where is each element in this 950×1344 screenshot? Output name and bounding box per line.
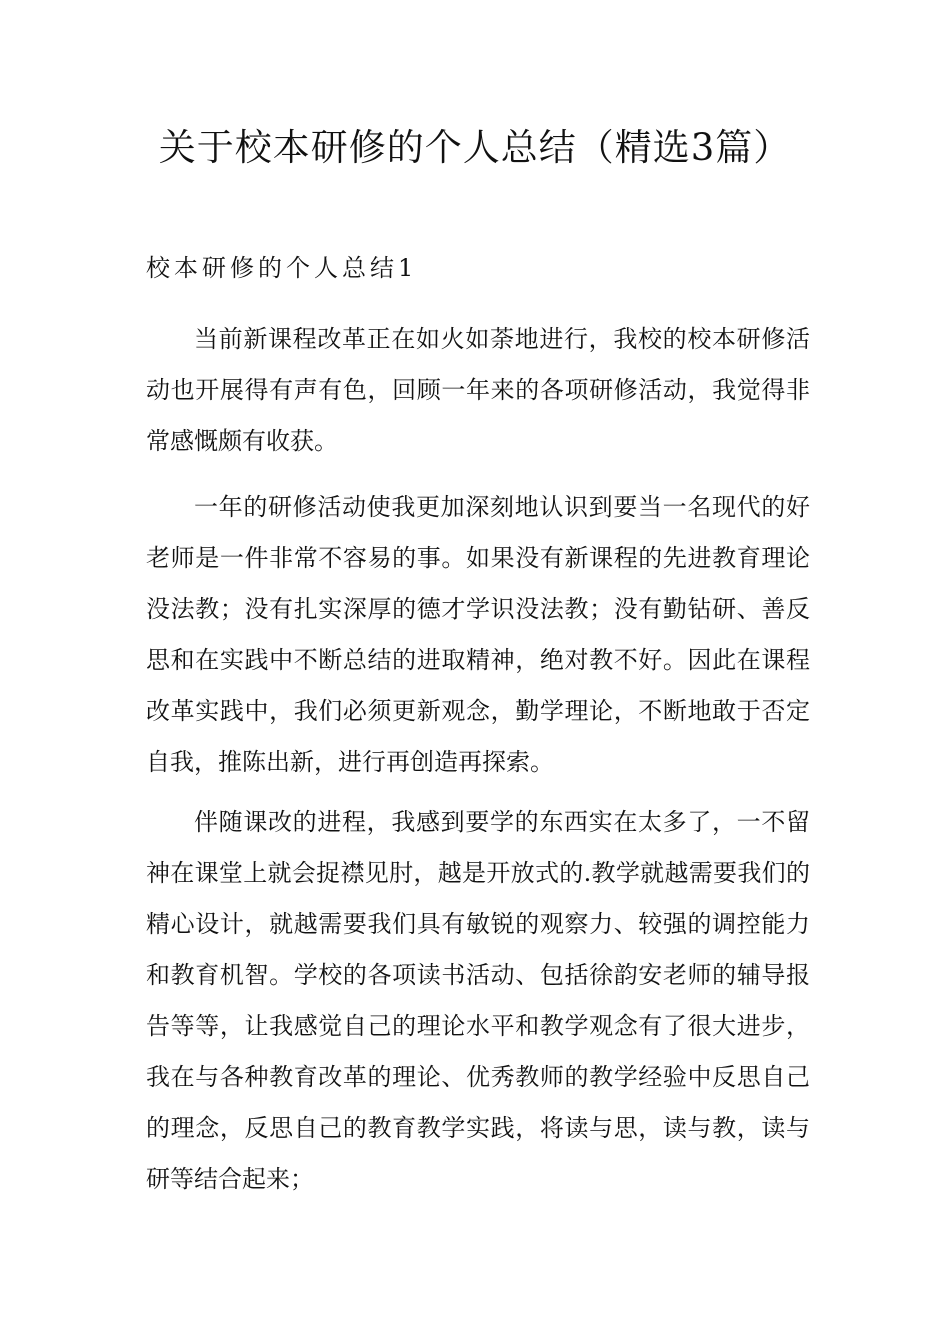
paragraph-3: 伴随课改的进程，我感到要学的东西实在太多了，一不留神在课堂上就会捉襟见肘，越是开放式的.教学就越需要我们的精心设计，就越需要我们具有敏锐的观察力、较强的调控能力和教育机智。学校的各项读书活动、包括徐韵安老师的辅导报告等等，让我感觉自己的理论水平和教学观念有了很大进步，我在与各种教育改革的理论、优秀教师的教学经验中反思自己的理念，反思自己的教育教学实践，将读与思，读与教，读与研等结合起来； <box>146 808 810 1193</box>
document-title: 关于校本研修的个人总结（精选3篇） <box>158 126 792 169</box>
paragraph-1: 当前新课程改革正在如火如荼地进行，我校的校本研修活动也开展得有声有色，回顾一年来的各项研修活动，我觉得非常感慨颇有收获。 <box>146 325 810 455</box>
paragraph-2: 一年的研修活动使我更加深刻地认识到要当一名现代的好老师是一件非常不容易的事。如果没有新课程的先进教育理论没法教；没有扎实深厚的德才学识没法教；没有勤钻研、善反思和在实践中不断总结的进取精神，绝对教不好。因此在课程改革实践中，我们必须更新观念，勤学理论，不断地敢于否定自我，推陈出新，进行再创造再探索。 <box>146 493 810 776</box>
section-heading: 校本研修的个人总结1 <box>146 254 418 282</box>
